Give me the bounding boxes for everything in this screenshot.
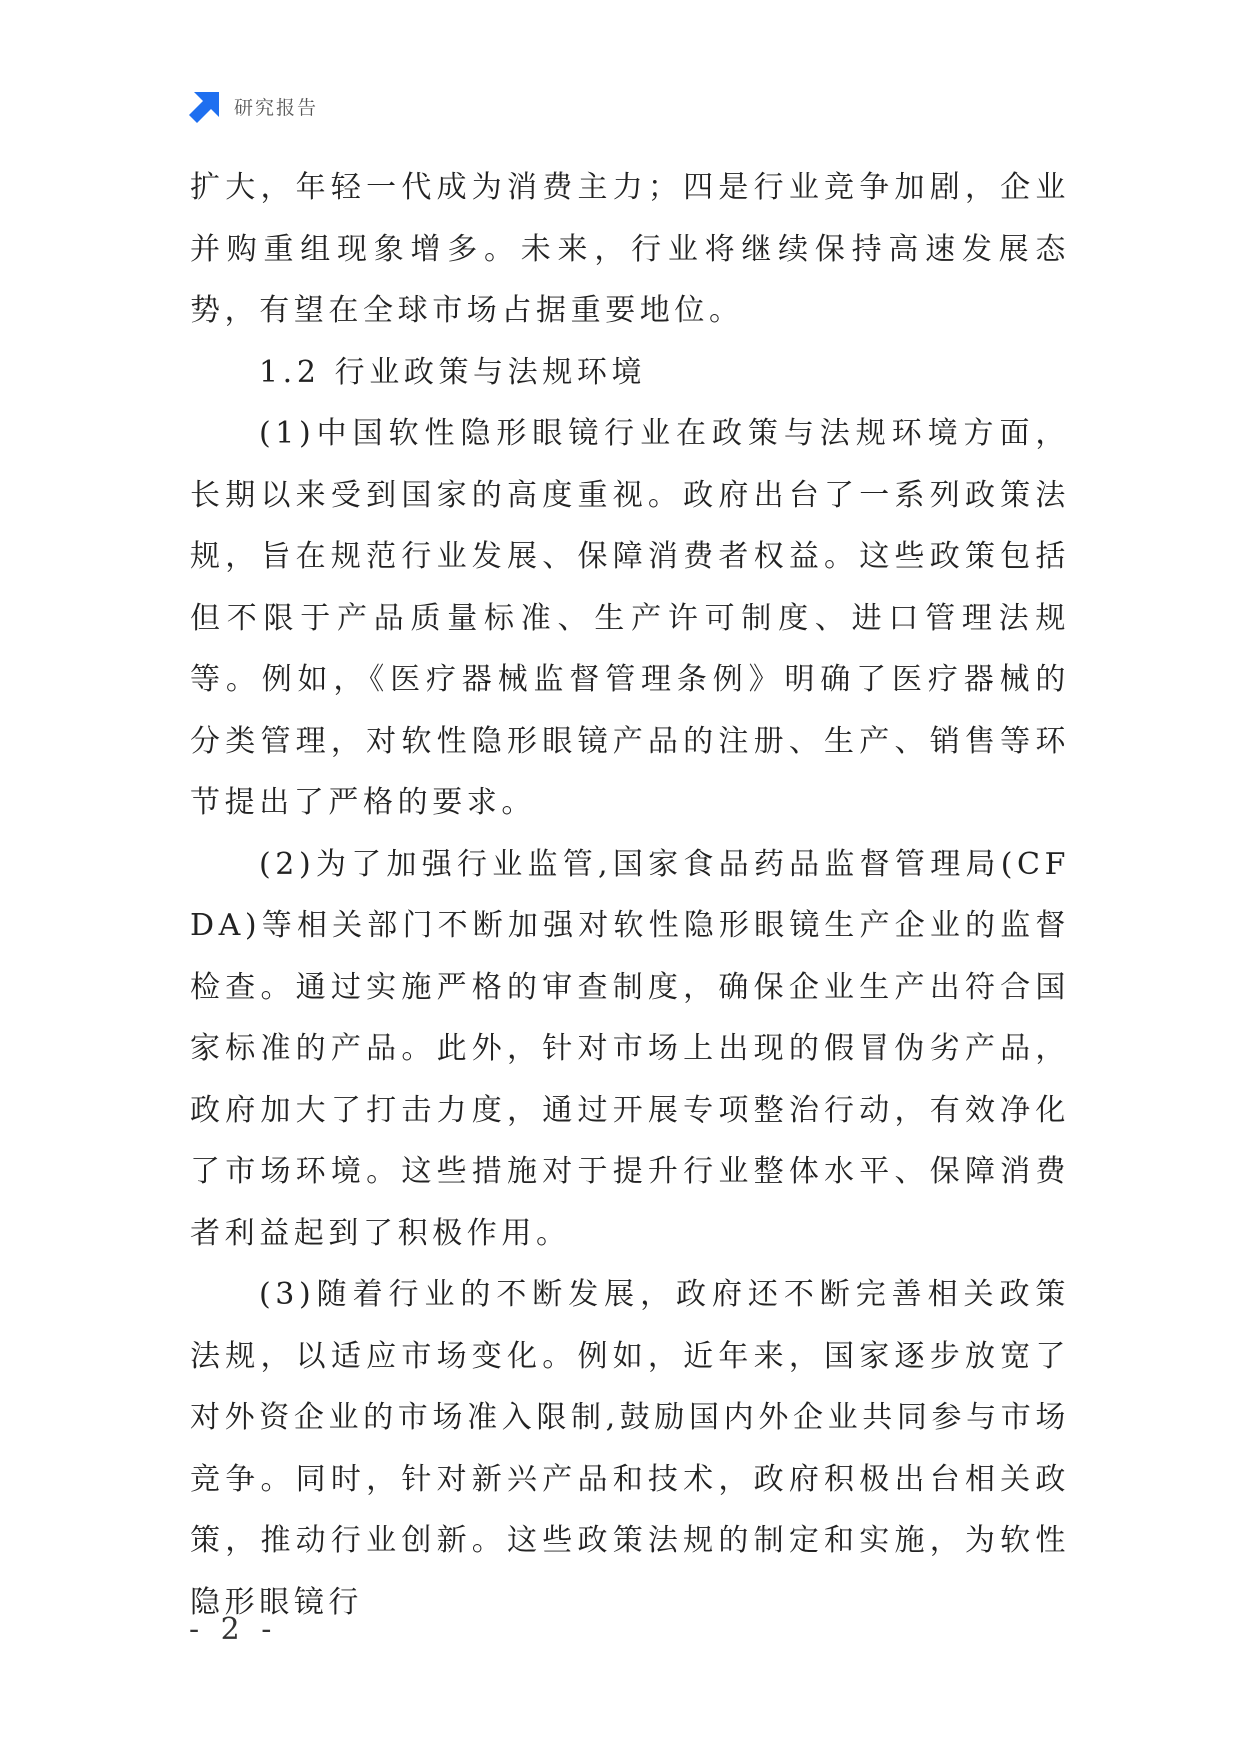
page-header bbox=[188, 88, 318, 124]
paragraph: (3)随着行业的不断发展，政府还不断完善相关政策法规，以适应市场变化。例如，近年来，国家逐步放宽了对外资企业的市场准入限制,鼓励国内外企业共同参与市场竞争。同时，针对新兴产品和技术，政府积极出台相关政策，推动行业创新。这些政策法规的制定和实施，为软性隐形眼镜行 bbox=[190, 1277, 1070, 1620]
section-heading: 1.2 行业政策与法规环境 bbox=[259, 354, 647, 390]
paragraph: (1)中国软性隐形眼镜行业在政策与法规环境方面，长期以来受到国家的高度重视。政府出台了一系列政策法规，旨在规范行业发展、保障消费者权益。这些政策包括但不限于产品质量标准、生产许可制度、进口管理法规等。例如，《医疗器械监督管理条例》明确了医疗器械的分类管理，对软性隐形眼镜产品的注册、生产、销售等环节提出了严格的要求。 bbox=[190, 416, 1070, 820]
page-number: - 2 - bbox=[189, 1612, 278, 1647]
paragraph: 扩大，年轻一代成为消费主力；四是行业竞争加剧，企业并购重组现象增多。未来，行业将继续保持高速发展态势，有望在全球市场占据重要地位。 bbox=[190, 170, 1070, 328]
paragraph: (2)为了加强行业监管,国家食品药品监督管理局(CFDA)等相关部门不断加强对软性隐形眼镜生产企业的监督检查。通过实施严格的审查制度，确保企业生产出符合国家标准的产品。此外，针对市场上出现的假冒伪劣产品，政府加大了打击力度，通过开展专项整治行动，有效净化了市场环境。这些措施对于提升行业整体水平、保障消费者利益起到了积极作用。 bbox=[190, 846, 1070, 1251]
arrow-up-right-icon bbox=[188, 89, 222, 123]
header-title: 研究报告 bbox=[234, 96, 319, 119]
document-body bbox=[190, 157, 1070, 1633]
